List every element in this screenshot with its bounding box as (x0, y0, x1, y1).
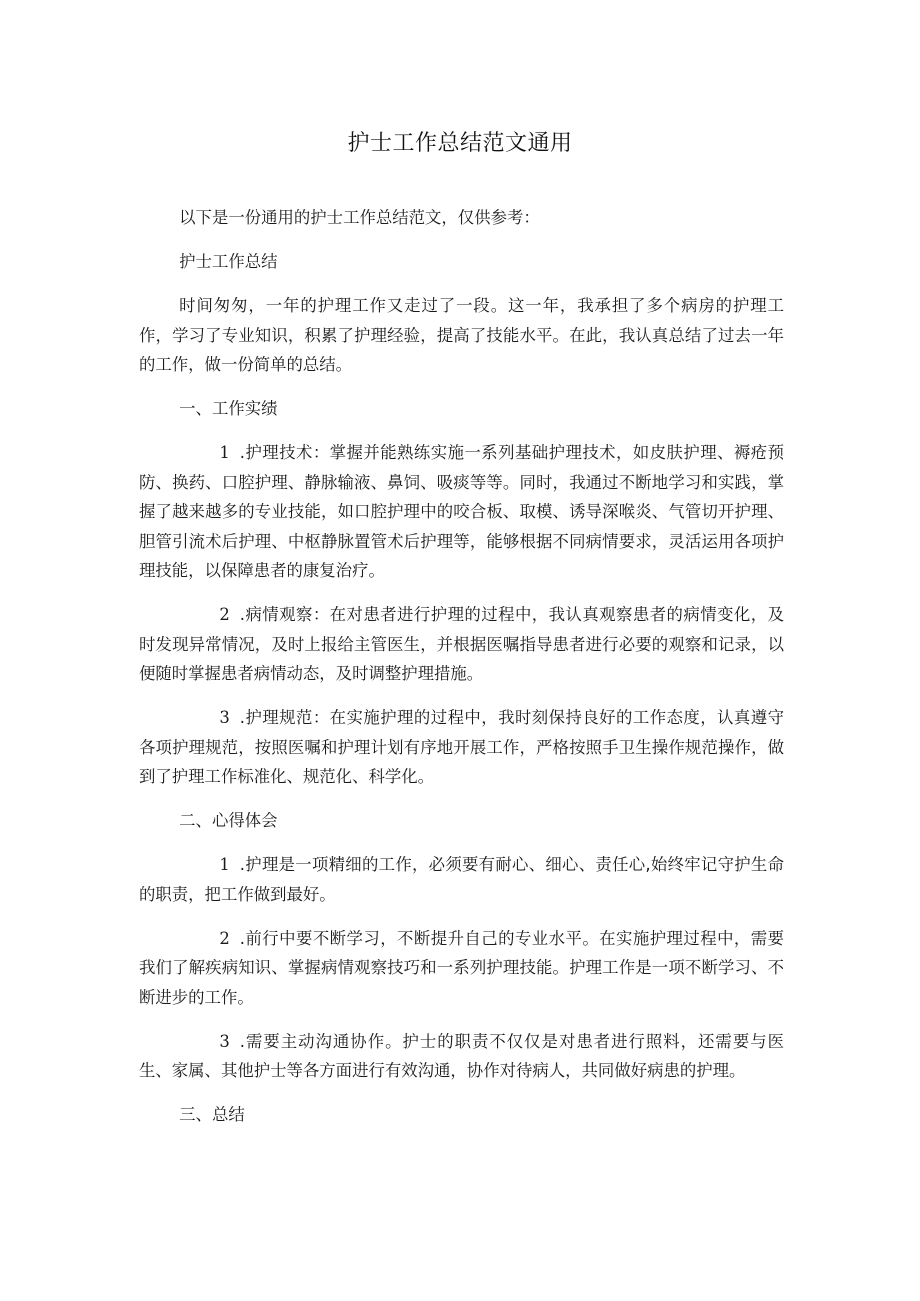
item-text: .需要主动沟通协作。护士的职责不仅仅是对患者进行照料，还需要与医生、家属、其他护士等各方面进行有效沟通，协作对待病人，共同做好病患的护理。 (139, 1031, 784, 1080)
item-number: 3 (219, 708, 230, 727)
section-2-item-1 (139, 850, 784, 909)
opening-paragraph: 时间匆匆，一年的护理工作又走过了一段。这一年，我承担了多个病房的护理工作，学习了专业知识，积累了护理经验，提高了技能水平。在此，我认真总结了过去一年的工作，做一份简单的总结。 (139, 296, 784, 374)
section-1-item-1 (139, 438, 784, 586)
section-1-item-3 (139, 703, 784, 792)
section-2-item-2 (139, 924, 784, 1013)
item-text: .护理规范：在实施护理的过程中，我时刻保持良好的工作态度，认真遵守各项护理规范，按照医嘱和护理计划有序地开展工作，严格按照手卫生操作规范操作，做到了护理工作标准化、规范化、科学化。 (139, 708, 784, 786)
page-title: 护士工作总结范文通用 (347, 131, 573, 156)
item-text: .护理技术：掌握并能熟练实施一系列基础护理技术，如皮肤护理、褥疮预防、换药、口腔护理、静脉输液、鼻饲、吸痰等等。同时，我通过不断地学习和实践，掌握了越来越多的专业技能，如口腔护理中的咬合板、取模、诱导深喉炎、气管切开护理、胆管引流术后护理、中枢静脉置管术后护理等，能够根据不同病情要求，灵活运用各项护理技能，以保障患者的康复治疗。 (139, 443, 784, 580)
section-1-item-2 (139, 600, 784, 689)
item-text: .前行中要不断学习，不断提升自己的专业水平。在实施护理过程中，需要我们了解疾病知识、掌握病情观察技巧和一系列护理技能。护理工作是一项不断学习、不断进步的工作。 (139, 928, 784, 1007)
intro-paragraph: 以下是一份通用的护士工作总结范文，仅供参考： (179, 208, 540, 227)
item-number: 1 (219, 443, 230, 462)
subtitle-paragraph: 护士工作总结 (179, 252, 278, 271)
section-2-heading: 二、心得体会 (179, 811, 278, 830)
section-1-heading: 一、工作实绩 (179, 399, 278, 418)
section-2-item-3 (139, 1027, 784, 1086)
document-body (139, 203, 784, 1144)
item-number: 2 (219, 605, 230, 624)
item-number: 1 (219, 855, 230, 874)
item-text: .护理是一项精细的工作，必须要有耐心、细心、责任心,始终牢记守护生命的职责，把工作做到最好。 (139, 855, 784, 904)
item-number: 3 (219, 1031, 230, 1051)
section-3-heading: 三、总结 (179, 1105, 245, 1124)
item-text: .病情观察：在对患者进行护理的过程中，我认真观察患者的病情变化，及时发现异常情况，及时上报给主管医生，并根据医嘱指导患者进行必要的观察和记录，以便随时掌握患者病情动态，及时调整护理措施。 (139, 605, 784, 683)
item-number: 2 (219, 928, 230, 948)
